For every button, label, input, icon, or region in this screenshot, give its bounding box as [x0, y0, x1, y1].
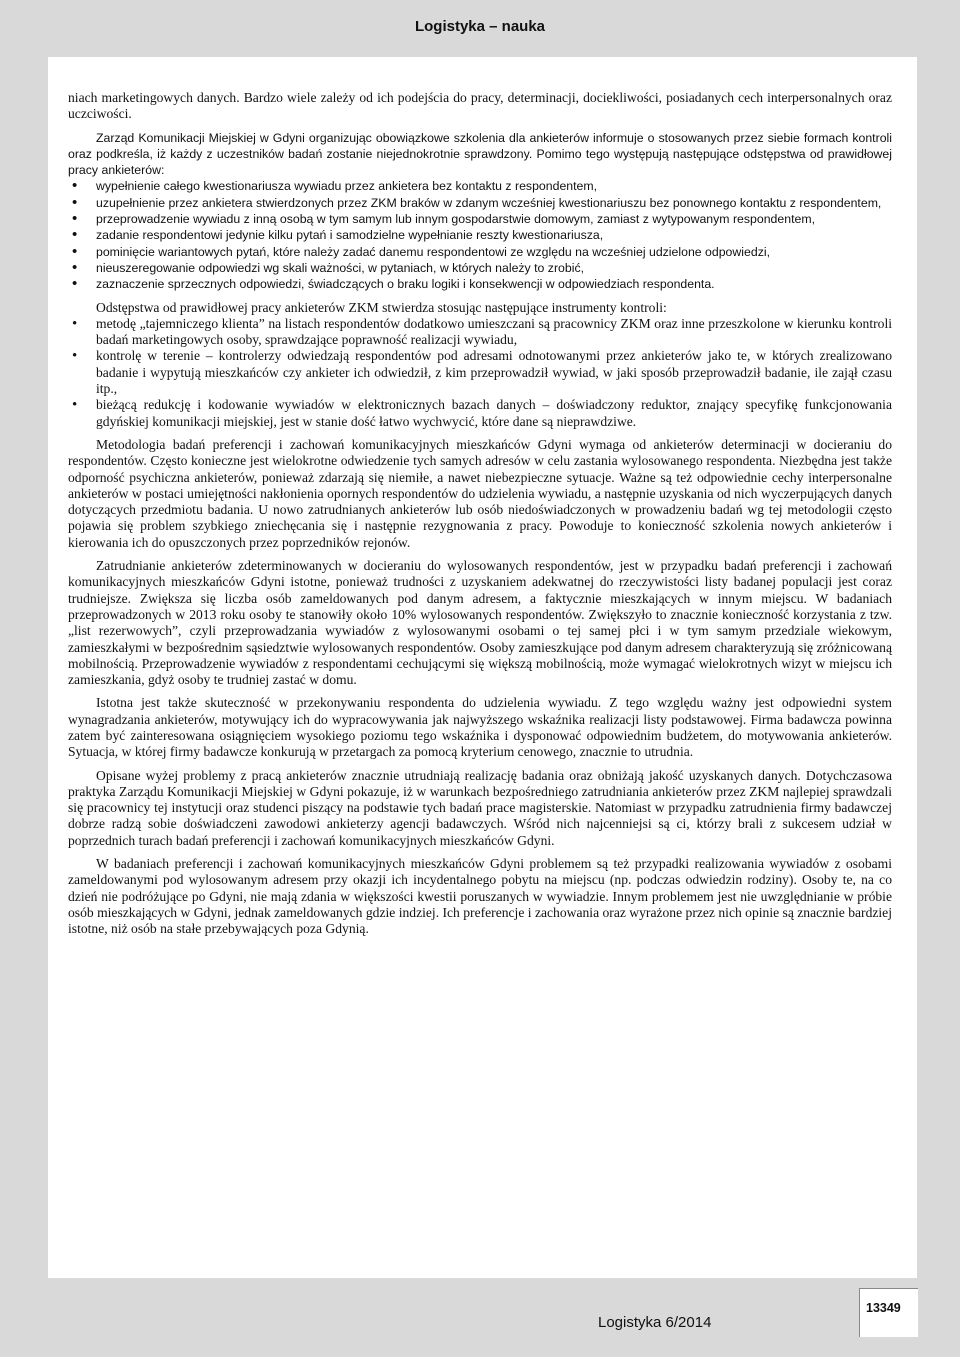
paragraph-employment: Zatrudnianie ankieterów zdeterminowanych w docieraniu do wylosowanych respondentów, jest w przypadku badań preferencji i zachowań komunikacyjnych mieszkańców Gdyni istotne, ponieważ trudności z uzyskaniem adekwatnej do rzeczywistości listy badanej populacji jest coraz trudniejsze. Zwiększa się liczba osób zameldowanych pod danym adresem, a faktycznie mieszkających w innym miejscu. W badaniach przeprowadzonych w 2013 roku osoby te stanowiły około 10% wylosowanych respondentów. Zwiększyło to znacznie konieczność korzystania z tzw. „list rezerwowych”, czyli przeprowadzania wywiadów z wylosowanymi osobami o tej samej płci i w tym samym przedziale wiekowym, zamieszkałymi w bezpośrednim sąsiedztwie wylosowanych respondentów. Osoby zamieszkujące pod danym adresem charakteryzują się zróżnicowaną mobilnością. Przeprowadzenie wywiadów z respondentami cechującymi się większą mobilnością, może wymagać wielokrotnych wizyt w miejscu ich zamieszkania, gdyż osoby te trudniej zastać w domu.: [68, 558, 892, 688]
paragraph-effectiveness: Istotna jest także skuteczność w przekonywaniu respondenta do udzielenia wywiadu. Z tego względu ważny jest odpowiedni system wynagradzania ankieterów, motywujący ich do wypracowywania jak najwyższego wskaźnika realizacji listy podstawowej. Firma badawcza powinna zatem być zainteresowana osiągnięciem wysokiego poziomu tego wskaźnika i dysponować odpowiednim budżetem, do motywowania ankieterów. Sytuacja, w której firmy badawcze konkurują w przetargach za pomocą kryterium cenowego, znacznie to utrudnia.: [68, 695, 892, 760]
paragraph-registered-persons: W badaniach preferencji i zachowań komunikacyjnych mieszkańców Gdyni problemem są też przypadki realizowania wywiadów z osobami zameldowanymi pod wylosowanym adresem przy okazji ich incydentalnego pobytu na miejscu (np. podczas odwiedzin rodziny). Osoby te, na co dzień nie podróżujące po Gdyni, nie mają zdania w większości kwestii poruszanych w wywiadzie. Innym problemem jest nie uwzględnianie w próbie osób mieszkających w Gdyni, jednak zameldowanych gdzie indziej. Ich preferencje i zachowania oraz wyrażone przez nich opinie są znacznie bardziej istotne, niż osób na stałe przebywających poza Gdynią.: [68, 856, 892, 937]
left-margin-strip: [0, 57, 48, 1357]
paragraph-control-instruments: Odstępstwa od prawidłowej pracy ankieterów ZKM stwierdza stosując następujące instrumenty kontroli:: [96, 299, 667, 315]
list-item: • przeprowadzenie wywiadu z inną osobą w tym samym lub innym gospodarstwie domowym, zamiast z wytypowanym respondentem,: [68, 211, 892, 227]
list-item: • bieżącą redukcję i kodowanie wywiadów w elektronicznych bazach danych – doświadczony reduktor, znający specyfikę funkcjonowania gdyńskiej komunikacji miejskiej, jest w stanie dość łatwo wychwycić, które dane są nieprawdziwe.: [68, 397, 892, 430]
controls-list: [68, 316, 892, 430]
bottom-band: [48, 1278, 917, 1357]
list-item: • metodę „tajemniczego klienta” na listach respondentów dodatkowo umieszczani są pracownicy ZKM oraz inne przeszkolone w kierunku kontroli badań marketingowych osoby, sprawdzające poprawność realizacji wywiadu,: [68, 316, 892, 349]
right-margin-strip: [917, 57, 960, 1357]
list-item: • wypełnienie całego kwestionariusza wywiadu przez ankietera bez kontaktu z respondentem,: [68, 178, 892, 194]
list-item: • zadanie respondentowi jedynie kilku pytań i samodzielne wypełnianie reszty kwestionariusza,: [68, 227, 892, 243]
paragraph-continued: niach marketingowych danych. Bardzo wiele zależy od ich podejścia do pracy, determinacji, dociekliwości, posiadanych cech interpersonalnych oraz uczciwości.: [68, 90, 892, 122]
list-item: • uzupełnienie przez ankietera stwierdzonych przez ZKM braków w zdanym wcześniej kwestionariuszu bez ponownego kontaktu z respondentem,: [68, 195, 892, 211]
paragraph-control-forms: Zarząd Komunikacji Miejskiej w Gdyni organizując obowiązkowe szkolenia dla ankieterów informuje o stosowanych przez siebie formach kontroli oraz podkreśla, iż każdy z uczestników badań zostanie niejednokrotnie sprawdzony. Pomimo tego występują następujące odstępstwa od prawidłowej pracy ankieterów:: [68, 130, 892, 178]
paragraph-problems: Opisane wyżej problemy z pracą ankieterów znacznie utrudniają realizację badania oraz obniżają jakość uzyskanych danych. Dotychczasowa praktyka Zarządu Komunikacji Miejskiej w Gdyni pokazuje, iż w warunkach bezpośredniego zatrudniania ankieterów przez ZKM najlepiej sprawdzali się pracownicy tej instytucji oraz studenci piszący na podstawie tych badań prace magisterskie. Natomiast w przypadku zatrudnienia firmy badawczej dobrze radzą sobie doświadczeni zawodowi ankieterzy agencji badawczych. Wśród nich najcenniejsi są ci, którzy brali z sukcesem udział w poprzednich turach badań preferencji i zachowań komunikacyjnych mieszkańców Gdyni.: [68, 767, 892, 848]
list-item: • zaznaczenie sprzecznych odpowiedzi, świadczących o braku logiki i konsekwencji w odpowiedziach respondenta.: [68, 276, 892, 292]
journal-issue: Logistyka 6/2014: [598, 1314, 712, 1331]
article-body: [68, 90, 892, 938]
page-header-title: Logistyka – nauka: [414, 18, 546, 35]
list-item: • kontrolę w terenie – kontrolerzy odwiedzają respondentów pod adresami odnotowanymi przez ankieterów jako te, w których zrealizowano badanie i wypytują mieszkańców czy ankieter ich odwiedził, z kim przeprowadził wywiad, w jaki sposób przeprowadził badanie, ile zajął czasu itp.,: [68, 348, 892, 397]
paragraph-methodology: Metodologia badań preferencji i zachowań komunikacyjnych mieszkańców Gdyni wymaga od ankieterów determinacji w docieraniu do respondentów. Często konieczne jest wielokrotne odwiedzenie tych samych adresów w celu zastania wylosowanego respondenta. Niezbędna jest także odporność psychiczna ankieterów, ponieważ zdarzają się niemiłe, a nawet niebezpieczne sytuacje. Ważne są też odpowiednie cechy interpersonalne ankieterów w postaci umiejętności nakłonienia opornych respondentów do udzielenia wywiadu, a następnie uzyskania od nich wyczerpujących danych dotyczących przedmiotu badania. U nowo zatrudnianych ankieterów lub osób niedoświadczonych w prowadzeniu badań wg tej metodologii często pojawia się problem szybkiego zniechęcania się i następnie rezygnowania z pracy. Powoduje to konieczność szkolenia nowych ankieterów i kierowania ich do opuszczonych przez poprzedników rejonów.: [68, 436, 892, 550]
page-number: 13349: [866, 1301, 901, 1315]
list-item: • pominięcie wariantowych pytań, które należy zadać danemu respondentowi ze względu na wcześniej udzielone odpowiedzi,: [68, 244, 892, 260]
list-item: • nieuszeregowanie odpowiedzi wg skali ważności, w pytaniach, w których należy to zrobić,: [68, 260, 892, 276]
deviations-list: [68, 178, 892, 292]
